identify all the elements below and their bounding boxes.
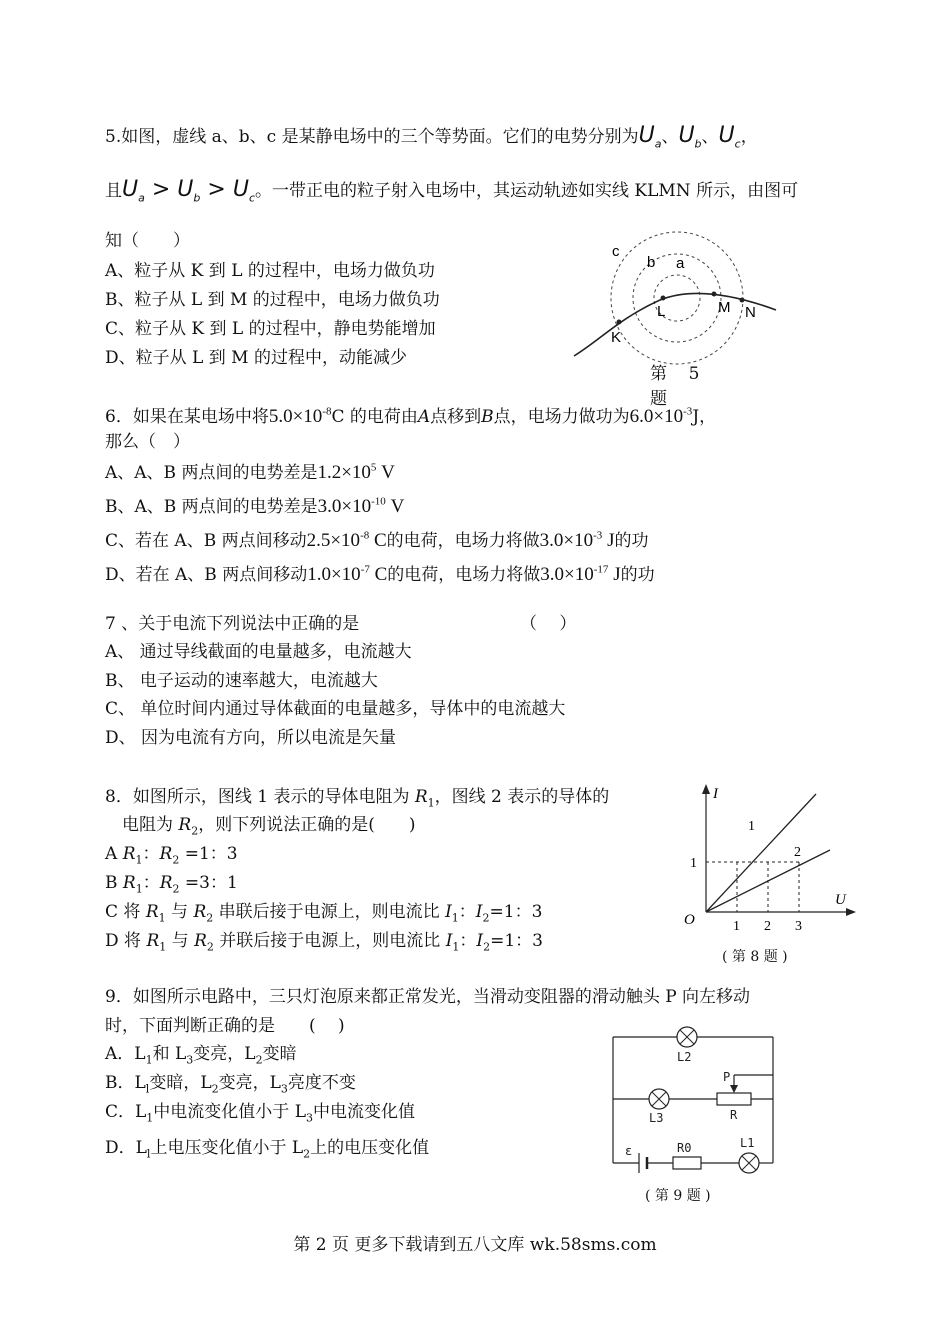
label-m: M (718, 299, 731, 316)
q6-option-b: B、A、B 两点间的电势差是$3.0\times 10^{-10}$ V (105, 495, 405, 517)
q7-option-b: B、 电子运动的速率越大，电流越大 (105, 671, 378, 691)
label-a: a (676, 255, 685, 272)
label-r: R (730, 1108, 738, 1122)
lamp-l2 (677, 1027, 697, 1047)
line-label-2: 2 (794, 845, 801, 860)
line-label-1: 1 (748, 819, 755, 834)
lamp-l3 (649, 1089, 669, 1109)
q5-line1: 5.如图，虚线 a、b、c 是某静电场中的三个等势面。它们的电势分别为$U_a$、$U_b$、$U_c$， (105, 123, 758, 151)
q5-line2: 且$U_a > U_b > U_c$。一带正电的粒子射入电场中，其运动轨迹如实线 KLMN 所示，由图可 (105, 177, 799, 205)
lamp-l1 (739, 1153, 759, 1173)
q5-option-b: B、粒子从 L 到 M 的过程中，电场力做负功 (105, 290, 440, 310)
q7-option-a: A、 通过导线截面的电量越多，电流越大 (105, 642, 412, 662)
battery (639, 1153, 647, 1173)
label-n: N (745, 304, 756, 321)
q6-option-d: D、若在 A、B 两点间移动$1.0\times 10^{-7}$ C的电荷，电场力将做$3.0\times 10^{-17}$ J的功 (105, 563, 655, 585)
q5-option-d: D、粒子从 L 到 M 的过程中，动能减少 (105, 348, 407, 368)
q8-iu-graph (680, 780, 860, 940)
q5-line3: 知（ ） (105, 231, 190, 251)
tick-x1: 1 (733, 919, 740, 934)
label-l1: L1 (740, 1136, 755, 1150)
q9-circuit (605, 1025, 785, 1175)
q9-stem-line1: 9．如图所示电路中，三只灯泡原来都正常发光，当滑动变阻器的滑动触头 P 向左移动 (105, 987, 751, 1007)
q9-stem-line2: 时，下面判断正确的是 ( ) (105, 1016, 345, 1036)
page-footer: 第 2 页 更多下载请到五八文库 wk.58sms.com (293, 1235, 657, 1255)
q9-option-b: B．$L_l$变暗，$L_2$变亮，$L_3$亮度不变 (105, 1073, 356, 1096)
equipotential-c (611, 232, 743, 364)
q5-option-c: C、粒子从 K 到 L 的过程中，静电势能增加 (105, 319, 436, 339)
q7-option-d: D、 因为电流有方向，所以电流是矢量 (105, 728, 397, 748)
label-eps: ε (625, 1144, 633, 1158)
q7-stem: 7 、关于电流下列说法中正确的是 (105, 614, 360, 634)
q8-option-b: B $R_1$：$R_2 =3$：1 (105, 873, 238, 896)
label-k: K (611, 329, 622, 346)
q9-caption: ( 第 9 题 ) (645, 1188, 711, 1204)
q8-option-c: C 将 $R_1$ 与 $R_2$ 串联后接于电源上，则电流比 $I_1$：$I_2=1$：3 (105, 902, 543, 925)
q8-stem-line2: 电阻为 $R_2$，则下列说法正确的是( ) (122, 815, 416, 838)
label-r0: R0 (677, 1141, 692, 1155)
q7-option-c: C、 单位时间内通过导体截面的电量越多，导体中的电流越大 (105, 699, 566, 719)
trajectory-klmn (574, 293, 776, 356)
q6-option-a: A、A、B 两点间的电势差是$1.2\times 10^5$ V (105, 461, 395, 483)
rheostat-r (717, 1093, 751, 1105)
q8-option-d: D 将 $R_1$ 与 $R_2$ 并联后接于电源上，则电流比 $I_1$：$I_2=1$：3 (105, 931, 544, 954)
tick-y1: 1 (690, 856, 697, 871)
label-b: b (647, 254, 656, 271)
q5-option-a: A、粒子从 K 到 L 的过程中，电场力做负功 (105, 261, 435, 281)
label-l: L (657, 303, 666, 320)
label-l3: L3 (649, 1111, 664, 1125)
label-l2: L2 (677, 1050, 692, 1064)
origin-label: O (684, 912, 695, 928)
q9-option-d: D．$L_l$上电压变化值小于 $L_2$上的电压变化值 (105, 1138, 430, 1161)
q8-option-a: A $R_1$：$R_2 =1$：3 (105, 844, 238, 867)
q6-stem: 6．如果在某电场中将$5.0\times 10^{-8}C$ 的电荷由A点移到B点，电场力做功为$6.0\times 10^{-3}J$， (105, 405, 717, 427)
label-c: c (612, 243, 620, 260)
tick-x3: 3 (795, 919, 802, 934)
q8-stem-line1: 8．如图所示，图线 1 表示的导体电阻为 $R_1$，图线 2 表示的导体的 (105, 787, 610, 810)
q5-caption: 第 5 题 (650, 364, 700, 409)
q9-option-c: C．$L_1$中电流变化值小于 $L_3$中电流变化值 (105, 1102, 415, 1125)
q6-stem-line2: 那么（ ） (105, 432, 190, 452)
resistor-r0 (673, 1157, 701, 1169)
axis-label-i: I (713, 786, 718, 802)
q9-option-a: A．$L_1$和 $L_3$变亮，$L_2$变暗 (105, 1044, 297, 1067)
label-p: P (723, 1070, 731, 1084)
tick-x2: 2 (764, 919, 771, 934)
q6-option-c: C、若在 A、B 两点间移动$2.5\times 10^{-8}$ C的电荷，电场力将做$3.0\times 10^{-3}$ J的功 (105, 529, 649, 551)
slider-arrow (730, 1085, 738, 1093)
q7-paren: （ ） (520, 614, 577, 634)
q8-caption: ( 第 8 题 ) (722, 949, 788, 965)
axis-label-u: U (835, 892, 846, 908)
